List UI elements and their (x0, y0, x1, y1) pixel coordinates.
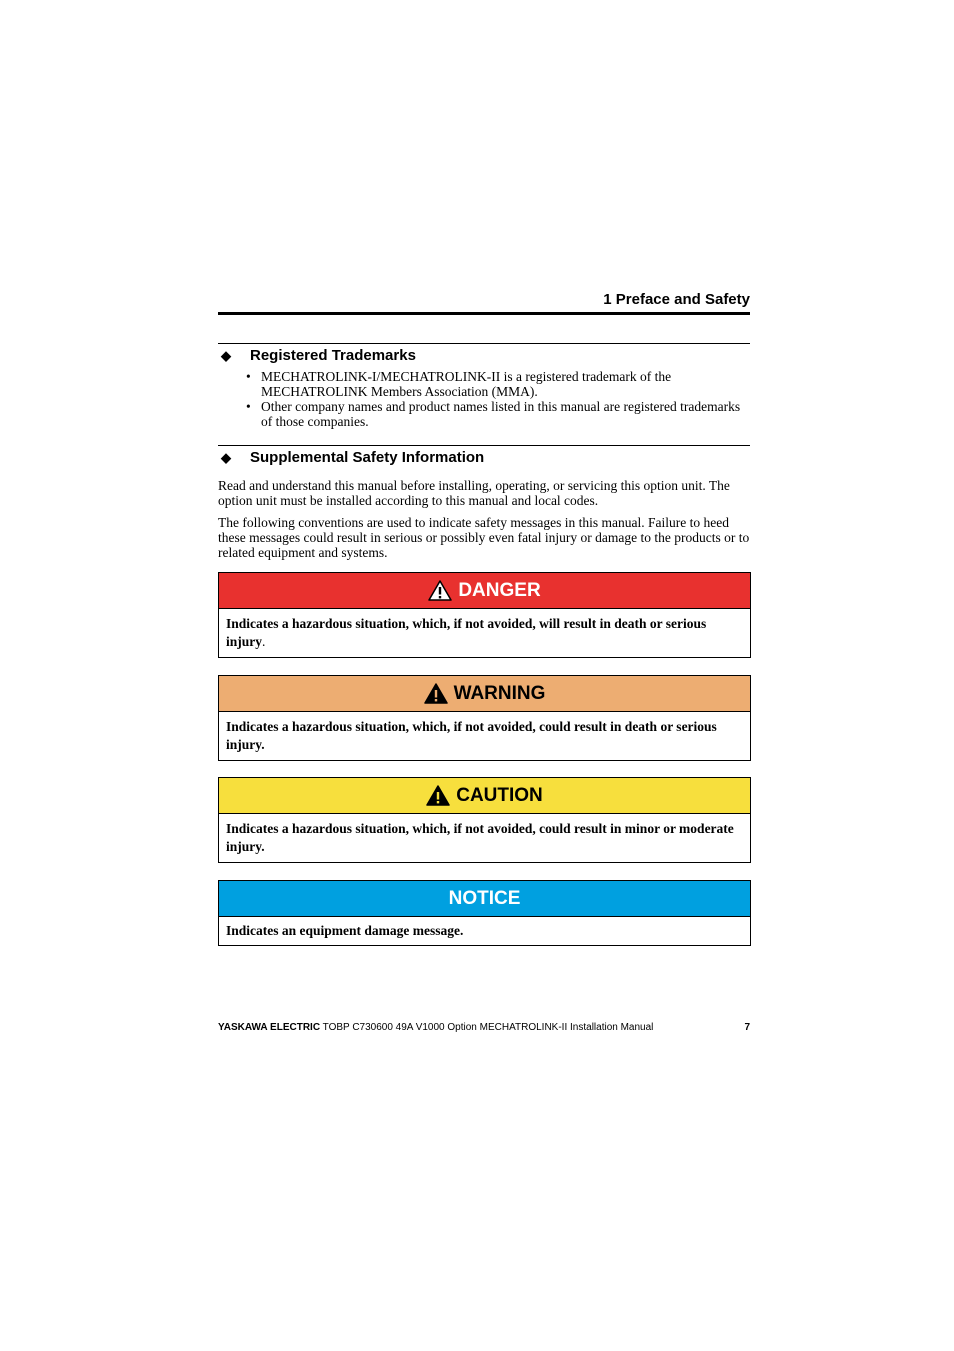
page-header-title: 1 Preface and Safety (603, 291, 750, 308)
danger-header (219, 573, 750, 609)
diamond-bullet-icon: ◆ (221, 347, 231, 363)
header-rule (218, 312, 750, 315)
danger-text (219, 609, 750, 657)
warning-box (218, 675, 751, 761)
danger-box (218, 572, 751, 658)
footer-doc-info (218, 1022, 653, 1033)
warning-text: Indicates a hazardous situation, which, if not avoided, could result in death or serious injury. (226, 719, 717, 752)
caution-label: CAUTION (456, 784, 543, 806)
warning-triangle-icon (424, 683, 448, 704)
notice-text: Indicates an equipment damage message. (226, 923, 464, 938)
footer-doc-title: TOBP C730600 49A V1000 Option MECHATROLINK-II Installation Manual (322, 1022, 654, 1033)
warning-triangle-icon (426, 785, 450, 806)
list-item-text: MECHATROLINK-I/MECHATROLINK-II is a registered trademark of the MECHATROLINK Members Association (MMA). (261, 369, 672, 399)
notice-label: NOTICE (448, 887, 521, 909)
danger-text-main: Indicates a hazardous situation, which, if not avoided, will result in death or serious injury (226, 616, 707, 649)
list-item: • Other company names and product names listed in this manual are registered trademarks of those companies. (246, 399, 750, 429)
list-item: • MECHATROLINK-I/MECHATROLINK-II is a registered trademark of the MECHATROLINK Members Association (MMA). (246, 369, 750, 399)
safety-heading-text: Supplemental Safety Information (250, 449, 485, 466)
trademarks-heading (218, 347, 416, 364)
warning-header (219, 676, 750, 712)
notice-box (218, 880, 751, 946)
danger-text-suffix: . (262, 634, 266, 649)
section-divider (218, 445, 750, 446)
page-footer (218, 1022, 750, 1033)
warning-triangle-icon (428, 580, 452, 601)
caution-header (219, 778, 750, 814)
trademarks-heading-text: Registered Trademarks (250, 347, 416, 364)
danger-label: DANGER (458, 579, 541, 601)
page-number: 7 (744, 1022, 750, 1033)
diamond-bullet-icon: ◆ (221, 449, 231, 465)
safety-paragraph: Read and understand this manual before installing, operating, or servicing this option unit. The option unit must be installed according to this manual and local codes. (218, 478, 730, 508)
section-divider (218, 343, 750, 344)
warning-label: WARNING (453, 682, 546, 704)
list-item-text: Other company names and product names listed in this manual are registered trademarks of those companies. (261, 399, 741, 429)
caution-text: Indicates a hazardous situation, which, if not avoided, could result in minor or moderate injury. (226, 821, 734, 854)
footer-brand: YASKAWA ELECTRIC (218, 1022, 321, 1033)
trademarks-list (246, 369, 750, 429)
safety-paragraph: The following conventions are used to indicate safety messages in this manual. Failure to heed these messages could result in serious or possibly even fatal injury or damage to the products or to related equipment and systems. (218, 515, 750, 560)
caution-box (218, 777, 751, 863)
notice-header (219, 881, 750, 917)
safety-heading (218, 449, 484, 466)
